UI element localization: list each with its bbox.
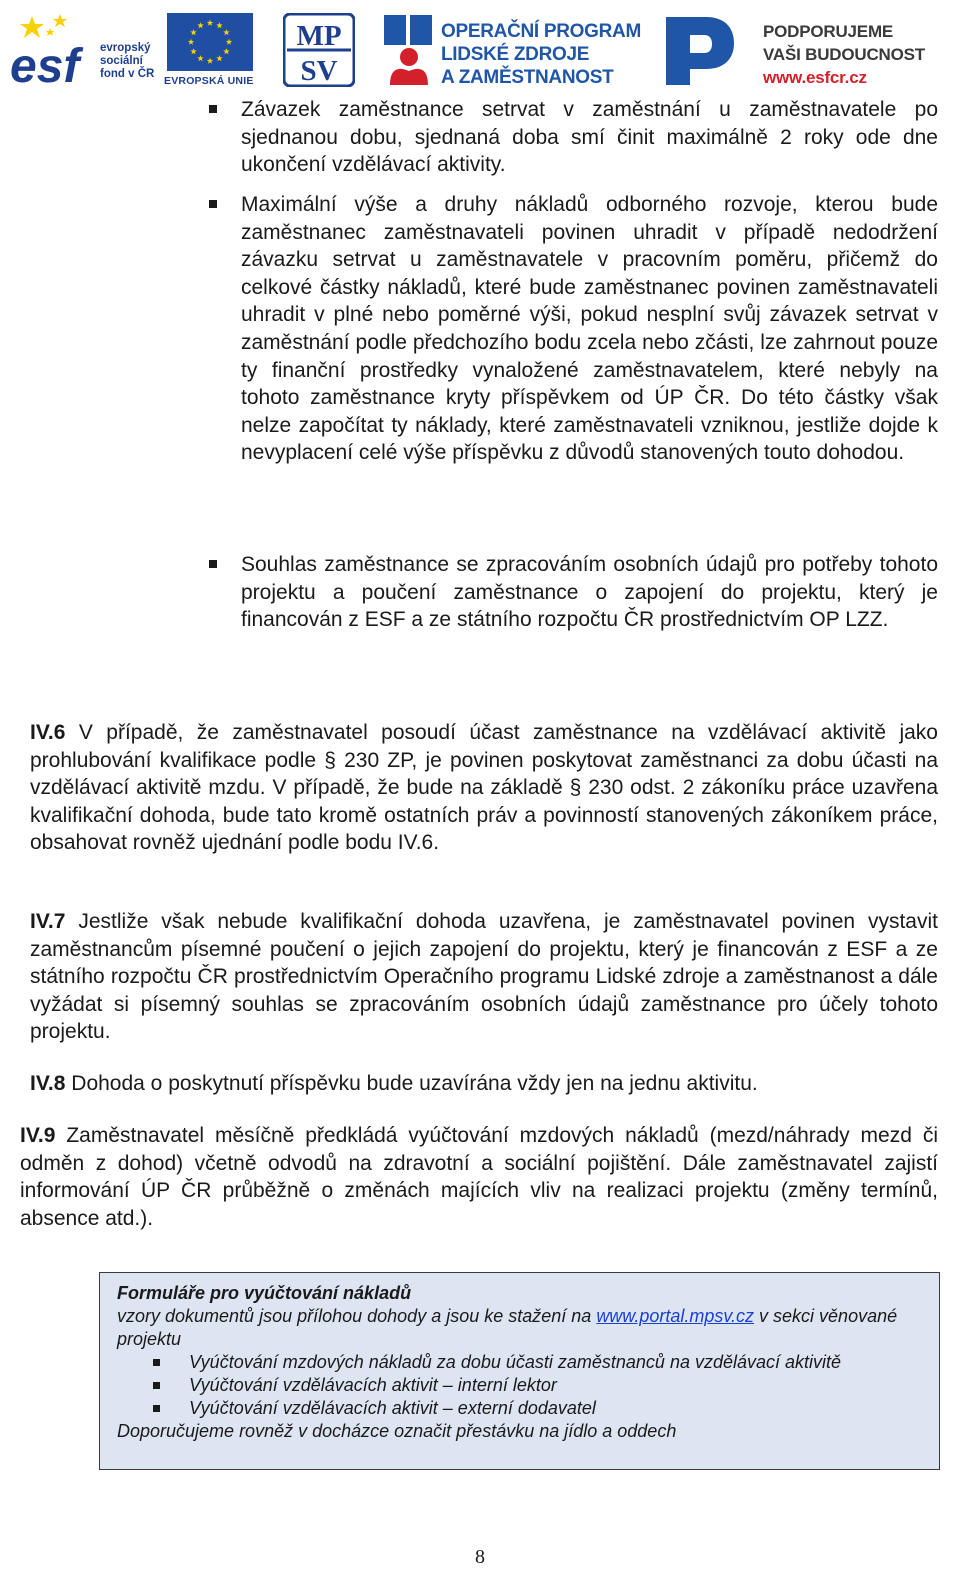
- forms-list-text: Vyúčtování mzdových nákladů za dobu účasti zaměstnanců na vzdělávací aktivitě: [189, 1352, 842, 1372]
- forms-list-text: Vyúčtování vzdělávacích aktivit – externí dodavatel: [189, 1398, 596, 1418]
- bullet-square-icon: [153, 1382, 160, 1389]
- bullet-text: Souhlas zaměstnance se zpracováním osobních údajů pro potřeby tohoto projektu a poučení zaměstnance o zapojení do projektu, který je financován z ESF a ze státního rozpočtu ČR prostřednictvím OP LZZ.: [241, 553, 938, 632]
- infobox-footer: Doporučujeme rovněž v docházce označit přestávku na jídlo a oddech: [117, 1421, 677, 1441]
- eu-label: EVROPSKÁ UNIE: [164, 75, 254, 87]
- op-people-icon: [382, 13, 436, 87]
- bullet-square-icon: [209, 105, 217, 113]
- support-url: www.esfcr.cz: [763, 68, 867, 87]
- bullet-square-icon: [209, 560, 217, 568]
- paragraph-text: Zaměstnavatel měsíčně předkládá vyúčtování mzdových nákladů (mezd/náhrady mezd či odměn z dohod) včetně odvodů na zdravotní a sociální pojištění. Dále zaměstnavatel zajistí informování ÚP ČR průběžně o změnách majících vliv na realizaci projektu (změny termínů, absence atd.).: [20, 1124, 938, 1230]
- page-number: 8: [475, 1546, 485, 1568]
- paragraph-iv-7: [30, 908, 938, 1046]
- support-line: PODPORUJEME: [763, 22, 894, 41]
- portal-mpsv-link[interactable]: www.portal.mpsv.cz: [596, 1306, 755, 1326]
- svg-text:SV: SV: [300, 55, 338, 87]
- esf-logo-text: [100, 42, 162, 81]
- bullet-item: [241, 96, 938, 179]
- paragraph-iv-6: [30, 719, 938, 857]
- esf-line: fond v ČR: [100, 68, 155, 80]
- forms-list-text: Vyúčtování vzdělávacích aktivit – interní lektor: [189, 1375, 557, 1395]
- svg-text:esf: esf: [10, 40, 80, 86]
- forms-list: [117, 1351, 923, 1420]
- paragraph-text: Jestliže však nebude kvalifikační dohoda uzavřena, je zaměstnavatel povinen vystavit zaměstnancům písemné poučení o jejich zapojení do projektu, který je financován z ESF a ze státního rozpočtu ČR prostřednictvím Operačního programu Lidské zdroje a zaměstnanost a dále vyžádat si písemný souhlas se zpracováním osobních údajů zaměstnance pro účely tohoto projektu.: [30, 910, 938, 1044]
- op-line: OPERAČNÍ PROGRAM: [441, 21, 641, 42]
- paragraph-iv-9: [20, 1122, 938, 1232]
- op-line: A ZAMĚSTNANOST: [441, 67, 614, 88]
- bullet-square-icon: [153, 1359, 160, 1366]
- mpsv-logo-icon: [283, 13, 355, 87]
- op-line: LIDSKÉ ZDROJE: [441, 44, 590, 65]
- forms-list-item: [117, 1351, 923, 1374]
- svg-text:MP: MP: [296, 20, 342, 52]
- bullet-square-icon: [153, 1405, 160, 1412]
- bullet-text: Závazek zaměstnance setrvat v zaměstnání u zaměstnavatele po sjednanou dobu, sjednaná doba smí činit maximálně 2 roky ode dne ukončení vzdělávací aktivity.: [241, 98, 938, 177]
- paragraph-number: IV.9: [20, 1124, 56, 1147]
- forms-list-item: [117, 1397, 923, 1420]
- bullet-text: Maximální výše a druhy nákladů odborného rozvoje, kterou bude zaměstnanec zaměstnavateli povinen uhradit v případě nedodržení závazku setrvat u zaměstnavatele v pracovním poměru, přičemž do celkové částky nákladů, které bude zaměstnanec povinen zaměstnavateli uhradit v plné nebo poměrné výši, pokud nesplní svůj závazek setrvat v zaměstnání podle předchozího bodu zcela nebo zčásti, lze zahrnout pouze ty finanční prostředky vynaložené zaměstnavatelem, které nebyly na tohoto zaměstnance kryty příspěvkem od ÚP ČR. Do této částky však nelze započítat ty náklady, které zaměstnavateli vzniknou, jestliže dojde k nevyplacení celé výše příspěvku z důvodů stanovených touto dohodou.: [241, 193, 938, 465]
- bullet-square-icon: [209, 200, 217, 208]
- infobox-title: Formuláře pro vyúčtování nákladů: [117, 1283, 412, 1303]
- header-logo-strip: [0, 0, 960, 96]
- support-line: VAŠI BUDOUCNOST: [763, 45, 925, 64]
- infobox-intro-before: vzory dokumentů jsou přílohou dohody a jsou ke stažení na: [117, 1306, 592, 1326]
- infobox-intro: [117, 1305, 923, 1351]
- eu-flag-icon: [167, 13, 253, 71]
- billing-forms-infobox: [99, 1272, 940, 1470]
- op-logo-text: [441, 20, 661, 89]
- forms-list-item: [117, 1374, 923, 1397]
- infobox-intro-after: v sekci věnované projektu: [117, 1306, 898, 1349]
- support-logo-text: [763, 20, 943, 89]
- esf-line: sociální: [100, 55, 143, 67]
- paragraph-text: V případě, že zaměstnavatel posoudí účast zaměstnance na vzdělávací aktivitě jako prohlubování kvalifikace podle § 230 ZP, je povinen poskytovat zaměstnanci za dobu účasti na vzdělávací aktivitě mzdu. V případě, že bude na základě § 230 odst. 2 zákoníku práce uzavřena kvalifikační dohoda, bude tato kromě ostatních práv a povinností stanovených zákoníkem práce, obsahovat rovněž ujednání podle bodu IV.6.: [30, 721, 938, 855]
- bullet-item: [241, 191, 938, 467]
- paragraph-number: IV.7: [30, 910, 66, 933]
- paragraph-number: IV.8: [30, 1072, 66, 1095]
- paragraph-number: IV.6: [30, 721, 66, 744]
- paragraph-text: Dohoda o poskytnutí příspěvku bude uzavírána vždy jen na jednu aktivitu.: [71, 1072, 758, 1095]
- bullet-item: [241, 551, 938, 634]
- esf-line: evropský: [100, 42, 151, 54]
- esf-logo-icon: [10, 12, 96, 86]
- support-logo-icon: [662, 13, 738, 87]
- paragraph-iv-8: [30, 1070, 938, 1098]
